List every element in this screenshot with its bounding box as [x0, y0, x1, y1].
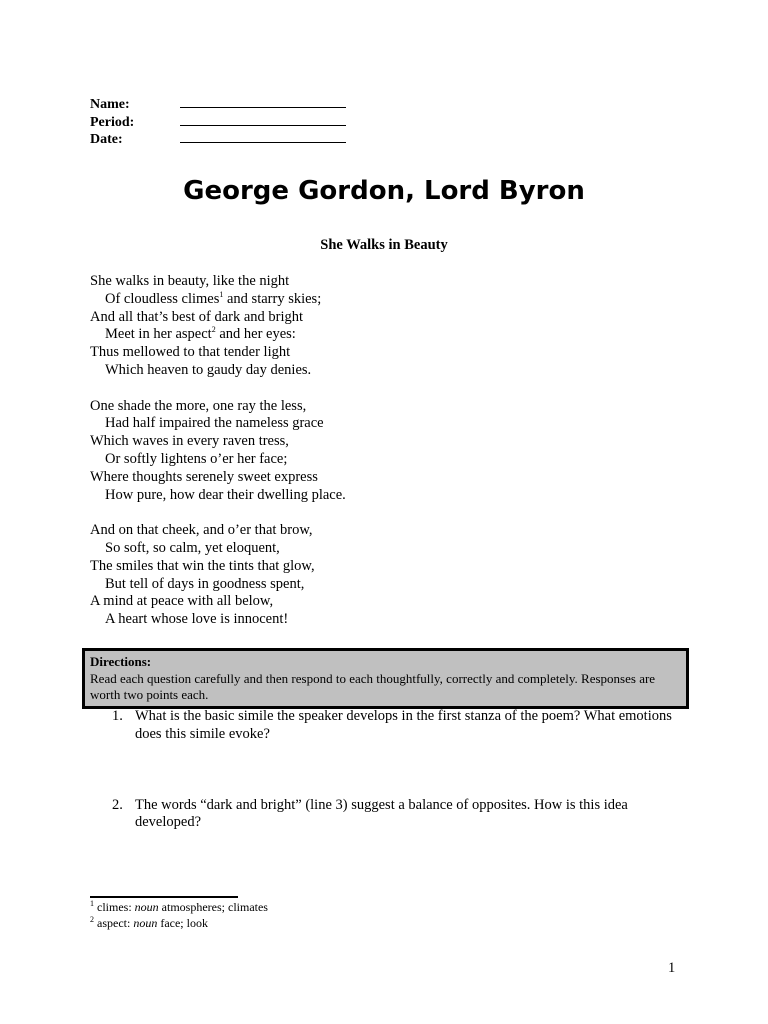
question-item — [112, 797, 672, 833]
footnote-term: aspect: — [97, 915, 131, 930]
stanza-3 — [90, 522, 346, 629]
footnote-item — [90, 916, 268, 932]
poem-line: How pure, how dear their dwelling place. — [105, 486, 346, 503]
poem-line: Where thoughts serenely sweet express — [90, 468, 318, 485]
question-text: The words “dark and bright” (line 3) suggest a balance of opposites. How is this idea developed? — [135, 796, 628, 831]
poem-line: A mind at peace with all below, — [90, 593, 274, 610]
name-blank[interactable] — [180, 94, 346, 108]
poem-line: One shade the more, one ray the less, — [90, 397, 307, 414]
footnote-divider — [90, 896, 238, 898]
poem-line-text: Of cloudless climes — [105, 290, 220, 307]
poem-line: So soft, so calm, yet eloquent, — [105, 539, 280, 556]
date-field-row — [90, 129, 346, 147]
footnote-term: climes: — [97, 900, 132, 914]
footnote-ref: 2 — [211, 325, 216, 335]
footnote-number: 1 — [90, 899, 94, 908]
question-number: 2. — [112, 796, 123, 813]
poem-line — [90, 326, 346, 344]
directions-text: Read each question carefully and then respond to each thoughtfully, correctly and completely. Responses are worth two points each. — [90, 670, 656, 702]
period-blank[interactable] — [180, 112, 346, 126]
footnotes — [90, 900, 268, 931]
period-label: Period: — [90, 114, 135, 130]
author-heading: George Gordon, Lord Byron — [183, 176, 585, 206]
date-blank[interactable] — [180, 129, 346, 143]
poem-line: And all that’s best of dark and bright — [90, 308, 304, 325]
footnote-part-of-speech: noun — [134, 900, 159, 914]
question-list — [112, 708, 672, 832]
directions-title: Directions: — [90, 654, 152, 669]
poem-line-text: and her eyes: — [219, 326, 296, 343]
poem-line-text: Meet in her aspect — [105, 326, 212, 343]
footnote-definition: face; look — [160, 915, 208, 930]
poem-line — [90, 291, 346, 309]
period-field-row — [90, 112, 346, 130]
poem-line: Had half impaired the nameless grace — [105, 415, 324, 432]
directions-box — [82, 648, 689, 709]
name-label: Name: — [90, 97, 130, 112]
poem-line: She walks in beauty, like the night — [90, 273, 290, 289]
question-text: What is the basic simile the speaker develops in the first stanza of the poem? What emotions does this simile evoke? — [135, 708, 672, 742]
name-field-row — [90, 94, 346, 112]
poem-line: The smiles that win the tints that glow, — [90, 557, 315, 574]
poem-line: And on that cheek, and o’er that brow, — [90, 522, 313, 539]
footnote-ref: 1 — [219, 289, 224, 299]
poem-line: But tell of days in goodness spent, — [105, 575, 305, 592]
poem-line: Or softly lightens o’er her face; — [105, 450, 288, 467]
poem-line: Which heaven to gaudy day denies. — [105, 361, 312, 378]
poem-line: A heart whose love is innocent! — [105, 611, 289, 628]
question-item — [112, 708, 672, 744]
footnote-part-of-speech: noun — [133, 915, 158, 930]
page-number: 1 — [668, 960, 676, 976]
poem-title: She Walks in Beauty — [320, 237, 448, 253]
question-number: 1. — [112, 708, 123, 724]
footnote-item — [90, 900, 268, 916]
stanza-2 — [90, 398, 346, 505]
footnote-definition: atmospheres; climates — [161, 900, 268, 914]
stanza-1 — [90, 273, 346, 380]
footnote-number: 2 — [90, 914, 94, 924]
poem-line: Thus mellowed to that tender light — [90, 344, 291, 361]
student-info-header — [90, 94, 346, 147]
poem-line: Which waves in every raven tress, — [90, 433, 289, 450]
poem-body — [90, 273, 346, 647]
date-label: Date: — [90, 132, 123, 147]
poem-line-text: and starry skies; — [227, 290, 322, 307]
